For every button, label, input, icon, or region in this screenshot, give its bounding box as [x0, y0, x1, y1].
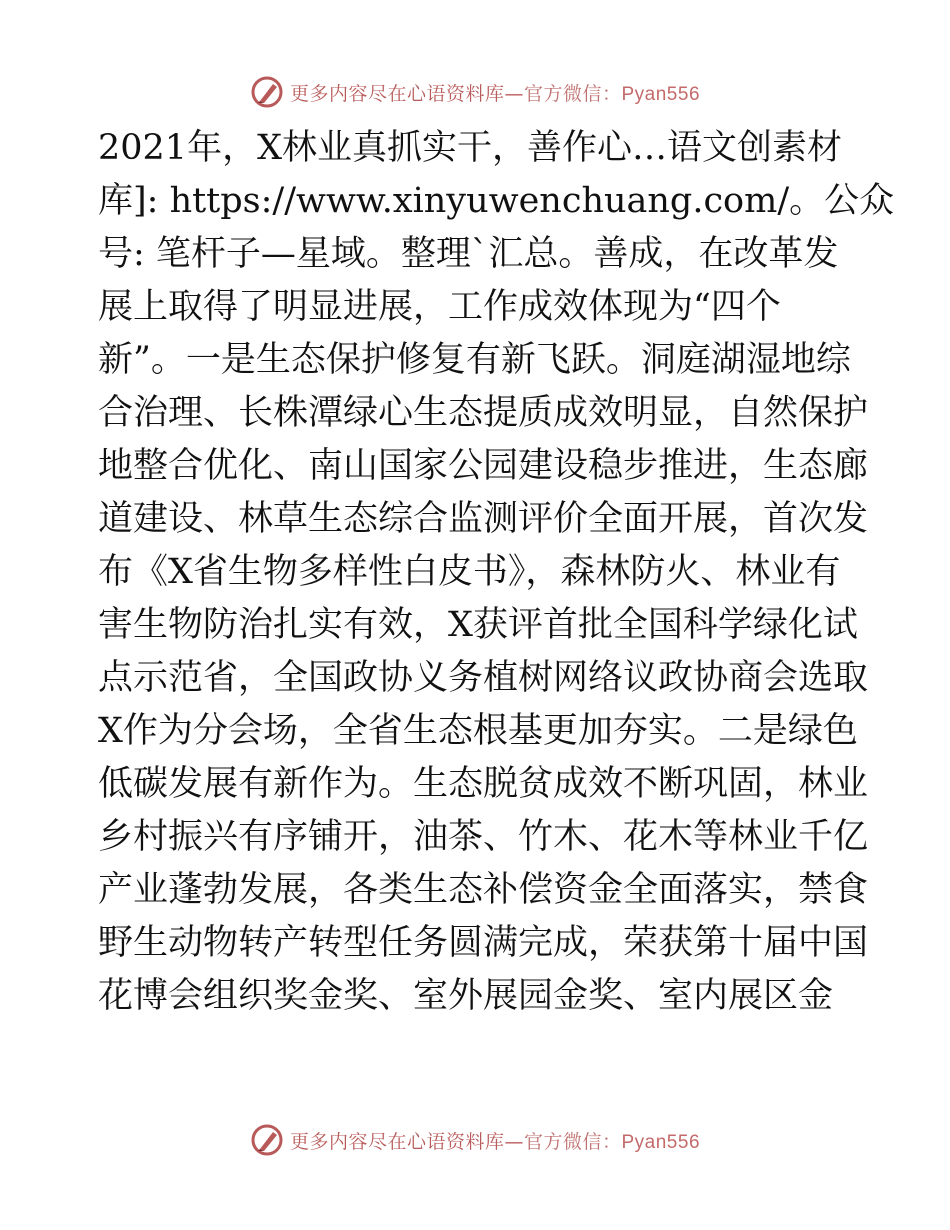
text-line: 2021年，X林业真抓实干，善作心…语文创素材	[98, 128, 842, 168]
text-line: X作为分会场，全省生态根基更加夯实。二是绿色	[98, 711, 858, 751]
text-line: 展上取得了明显进展，工作成效体现为“四个	[98, 287, 781, 327]
text-line: 库]: https://www.xinyuwenchuang.com/。公众	[98, 181, 895, 221]
text-line: 点示范省，全国政协义务植树网络议政协商会选取	[98, 658, 869, 698]
text-line: 野生动物转产转型任务圆满完成，荣获第十届中国	[98, 923, 869, 963]
text-line: 地整合优化、南山国家公园建设稳步推进，生态廊	[98, 446, 869, 486]
watermark-wechat-id: Pyan556	[621, 83, 701, 105]
text-line: 产业蓬勃发展，各类生态补偿资金全面落实，禁食	[98, 870, 869, 910]
document-body	[98, 122, 895, 1023]
text-line: 道建设、林草生态综合监测评价全面开展，首次发	[98, 499, 869, 539]
pen-in-circle-icon	[250, 1123, 284, 1157]
text-line: 合治理、长株潭绿心生态提质成效明显，自然保护	[98, 393, 869, 433]
watermark-content	[250, 1123, 700, 1157]
text-line: 乡村振兴有序铺开，油茶、竹木、花木等林业千亿	[98, 817, 869, 857]
text-line: 号: 笔杆子—星域。整理`汇总。善成，在改革发	[98, 234, 839, 274]
watermark-wechat-label: 官方微信：	[523, 82, 622, 105]
watermark-content	[250, 75, 700, 109]
watermark-slogan: 更多内容尽在心语资料库	[289, 82, 505, 105]
watermark-slogan: 更多内容尽在心语资料库	[289, 1130, 505, 1153]
watermark-separator: —	[504, 82, 524, 105]
watermark-wechat-label: 官方微信：	[523, 1130, 622, 1153]
text-line: 新”。一是生态保护修复有新飞跃。洞庭湖湿地综	[98, 340, 851, 380]
footer-watermark	[0, 1120, 950, 1160]
watermark-wechat-id: Pyan556	[621, 1131, 701, 1153]
text-line: 低碳发展有新作为。生态脱贫成效不断巩固，林业	[98, 764, 869, 804]
text-line: 布《X省生物多样性白皮书》，森林防火、林业有	[98, 552, 841, 592]
header-watermark	[0, 72, 950, 112]
watermark-text	[290, 79, 700, 106]
text-line: 害生物防治扎实有效，X获评首批全国科学绿化试	[98, 605, 858, 645]
pen-in-circle-icon	[250, 75, 284, 109]
watermark-separator: —	[504, 1130, 524, 1153]
text-line: 花博会组织奖金奖、室外展园金奖、室内展区金	[98, 976, 834, 1016]
watermark-text	[290, 1127, 700, 1154]
